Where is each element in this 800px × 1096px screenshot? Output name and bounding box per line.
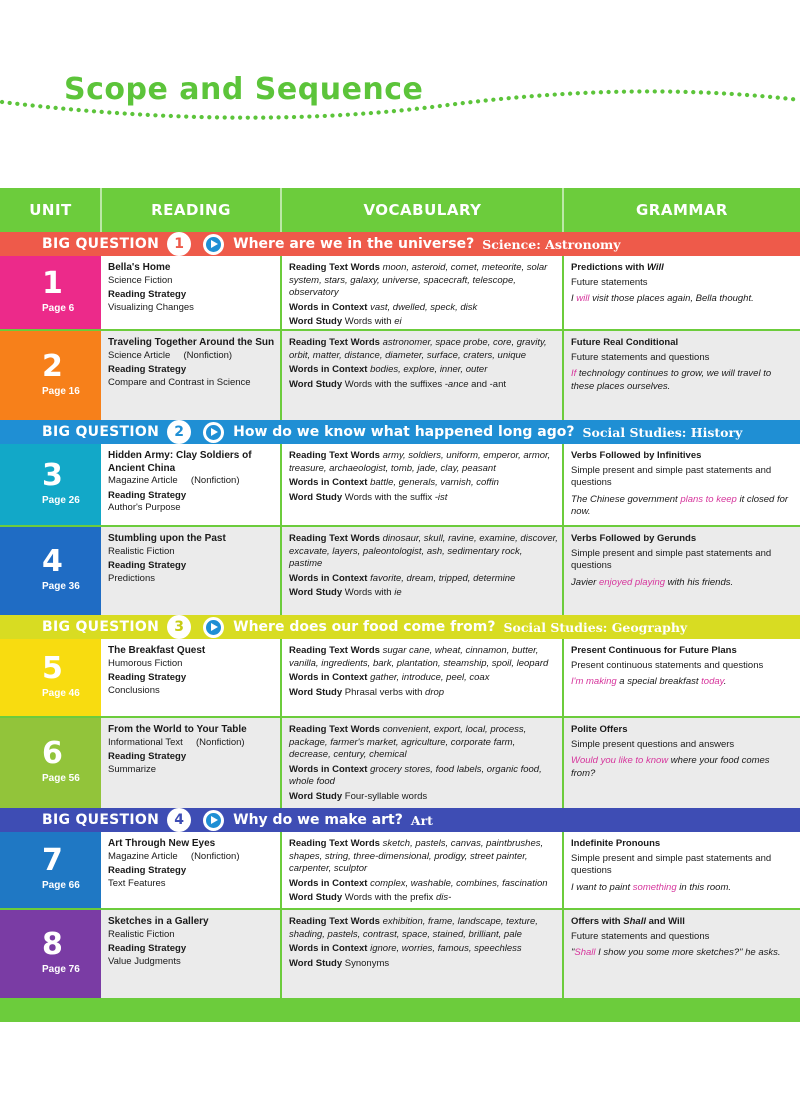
unit-row xyxy=(0,527,800,615)
unit-cell xyxy=(0,718,101,808)
grammar-example xyxy=(571,494,796,519)
reading-cell xyxy=(101,331,280,420)
unit-row xyxy=(0,832,800,908)
big-question-number: 2 xyxy=(167,420,191,444)
grammar-title xyxy=(571,838,796,851)
grammar-example-text: a special breakfast xyxy=(616,676,702,688)
grammar-title xyxy=(571,916,796,929)
words-in-context xyxy=(289,477,558,490)
word-study-label: Word Study xyxy=(289,378,343,390)
word-study xyxy=(289,687,558,700)
big-question-number: 1 xyxy=(167,232,191,256)
word-study-label: Word Study xyxy=(289,491,343,503)
reading-title: Bella's Home xyxy=(108,262,171,273)
grammar-example xyxy=(571,676,796,689)
reading-genre-line xyxy=(108,275,276,288)
play-icon[interactable] xyxy=(203,234,224,255)
unit-number: 2 xyxy=(42,349,63,384)
reading-text-words-label: Reading Text Words xyxy=(289,724,380,735)
reading-genre: Realistic Fiction xyxy=(108,928,175,940)
header-reading: READING xyxy=(151,201,231,219)
words-in-context-list: ignore, worries, famous, speechless xyxy=(370,943,522,955)
words-in-context-label: Words in Context xyxy=(289,943,368,955)
grammar-cell xyxy=(564,331,800,420)
grammar-example-text: . xyxy=(723,676,727,688)
vocabulary-cell xyxy=(282,527,562,615)
play-icon[interactable] xyxy=(203,810,224,831)
word-study-text: Words with the suffixes xyxy=(344,378,445,390)
vocabulary-cell xyxy=(282,832,562,908)
big-question-bar xyxy=(0,420,800,444)
unit-row xyxy=(0,256,800,329)
reading-strategy-label: Reading Strategy xyxy=(108,672,187,684)
reading-strategy: Visualizing Changes xyxy=(108,301,194,313)
reading-strategy: Summarize xyxy=(108,763,157,775)
word-study xyxy=(289,587,558,600)
reading-title: The Breakfast Quest xyxy=(108,645,206,656)
words-in-context xyxy=(289,302,558,315)
grammar-title-text: Present Continuous for Future Plans xyxy=(571,645,737,656)
words-in-context-label: Words in Context xyxy=(289,364,368,376)
grammar-title xyxy=(571,450,796,463)
reading-strategy: Author's Purpose xyxy=(108,502,181,514)
word-study-label: Word Study xyxy=(289,957,343,969)
words-in-context-list: grocery stores, food labels, organic food, whole food xyxy=(289,763,542,788)
reading-genre-note: (Nonfiction) xyxy=(190,850,240,862)
unit-page: Page 76 xyxy=(42,964,80,975)
reading-genre: Magazine Article xyxy=(108,850,178,862)
big-question-bar xyxy=(0,808,800,832)
grammar-description: Simple present and simple past statements and questions xyxy=(571,852,772,877)
grammar-title xyxy=(571,724,796,737)
reading-genre: Science Article xyxy=(108,349,171,361)
grammar-example-highlight: Would you like to know xyxy=(571,755,669,767)
vocabulary-cell xyxy=(282,444,562,525)
grammar-example xyxy=(571,882,796,895)
word-study-text: Words with xyxy=(344,587,395,599)
big-question-label: BIG QUESTION xyxy=(42,236,160,252)
reading-text-words-list: army, soldiers, uniform, emperor, armor, treasure, archaeologist, tomb, jade, clay, peasant xyxy=(289,450,551,474)
words-in-context-label: Words in Context xyxy=(289,477,368,489)
reading-text-words-label: Reading Text Words xyxy=(289,838,380,849)
unit-row xyxy=(0,718,800,808)
title-area xyxy=(0,0,800,150)
grammar-cell xyxy=(564,718,800,808)
grammar-description: Simple present questions and answers xyxy=(571,738,735,750)
reading-text-words xyxy=(289,645,558,670)
big-question-text: Why do we make art? xyxy=(233,812,403,828)
words-in-context-label: Words in Context xyxy=(289,672,368,684)
unit-row xyxy=(0,331,800,420)
grammar-example-text: in this room. xyxy=(676,881,732,893)
unit-number: 5 xyxy=(42,651,63,686)
grammar-example-text: with his friends. xyxy=(665,576,734,588)
grammar-description: Future statements xyxy=(571,276,648,288)
grammar-title-text: Offers with xyxy=(571,916,624,927)
reading-strategy-label: Reading Strategy xyxy=(108,289,187,301)
vocabulary-cell xyxy=(282,256,562,329)
unit-number: 8 xyxy=(42,927,63,962)
grammar-title-text: Verbs Followed by Infinitives xyxy=(571,450,702,461)
reading-cell xyxy=(101,639,280,716)
unit-page: Page 26 xyxy=(42,495,80,506)
word-study-text: Words with the prefix xyxy=(344,892,436,904)
vocabulary-cell xyxy=(282,910,562,998)
grammar-example-text: The Chinese government xyxy=(571,493,681,505)
reading-text-words-list: sketch, pastels, canvas, paintbrushes, shapes, string, three-dimensional, prodigy, street painter, carpenter, sculptor xyxy=(289,838,544,875)
words-in-context-label: Words in Context xyxy=(289,301,368,313)
grammar-example-text: I want to paint xyxy=(571,881,633,893)
grammar-example-text: I show you some more sketches?" he asks. xyxy=(595,947,781,959)
grammar-description: Simple present and simple past statements and questions xyxy=(571,547,772,572)
word-study-emphasis: -ist xyxy=(434,491,448,503)
reading-text-words-label: Reading Text Words xyxy=(289,533,380,544)
word-study xyxy=(289,316,558,329)
word-study xyxy=(289,791,558,804)
header-unit: UNIT xyxy=(29,201,72,219)
big-question-topic: Art xyxy=(410,812,433,828)
unit-row xyxy=(0,444,800,525)
grammar-cell xyxy=(564,639,800,716)
grammar-example xyxy=(571,577,796,590)
words-in-context xyxy=(289,364,558,377)
words-in-context xyxy=(289,943,558,956)
big-question-text: How do we know what happened long ago? xyxy=(233,424,575,440)
scope-table xyxy=(0,188,800,1022)
play-icon[interactable] xyxy=(203,422,224,443)
big-question-bar xyxy=(0,232,800,256)
grammar-example-highlight: Shall xyxy=(574,947,596,959)
word-study-emphasis: ie xyxy=(394,587,402,599)
big-question-label: BIG QUESTION xyxy=(42,619,160,635)
page-title: Scope and Sequence xyxy=(64,72,424,107)
reading-genre: Realistic Fiction xyxy=(108,545,175,557)
grammar-title-end: and Will xyxy=(645,916,685,927)
reading-text-words xyxy=(289,916,558,941)
unit-number: 7 xyxy=(42,843,63,878)
dotted-wave-decoration xyxy=(0,78,800,128)
reading-genre-note: (Nonfiction) xyxy=(196,736,245,748)
reading-text-words-list: convenient, export, local, process, package, farmer's market, agriculture, corporate farm, decrease, century, chemical xyxy=(289,724,527,761)
reading-title: From the World to Your Table xyxy=(108,724,247,735)
grammar-cell xyxy=(564,256,800,329)
reading-genre: Magazine Article xyxy=(108,475,178,487)
words-in-context-label: Words in Context xyxy=(289,763,368,775)
grammar-title xyxy=(571,533,796,546)
reading-text-words-label: Reading Text Words xyxy=(289,450,380,461)
grammar-title xyxy=(571,337,796,350)
grammar-example-text: Javier xyxy=(571,576,599,588)
reading-text-words-list: astronomer, space probe, core, gravity, orbit, matter, distance, diameter, surface, craters, unique xyxy=(289,337,547,361)
grammar-example xyxy=(571,947,796,960)
words-in-context-list: vast, dwelled, speck, disk xyxy=(370,301,478,313)
big-question-text: Where does our food come from? xyxy=(233,619,496,635)
reading-strategy-label: Reading Strategy xyxy=(108,865,187,877)
grammar-example-text: where your food comes from? xyxy=(571,755,770,779)
unit-page: Page 46 xyxy=(42,688,80,699)
reading-title: Hidden Army: Clay Soldiers of Ancient China xyxy=(108,450,252,474)
reading-text-words xyxy=(289,262,558,300)
word-study-label: Word Study xyxy=(289,316,343,328)
reading-genre-line xyxy=(108,350,276,363)
reading-text-words-label: Reading Text Words xyxy=(289,645,380,656)
reading-strategy: Compare and Contrast in Science xyxy=(108,376,251,388)
reading-genre-line xyxy=(108,658,276,671)
reading-strategy: Text Features xyxy=(108,877,166,889)
unit-cell xyxy=(0,256,101,329)
unit-row xyxy=(0,910,800,998)
word-study-emphasis: dis- xyxy=(435,892,452,904)
reading-text-words xyxy=(289,838,558,876)
reading-strategy: Value Judgments xyxy=(108,955,181,967)
reading-text-words xyxy=(289,724,558,762)
grammar-example xyxy=(571,293,796,306)
reading-cell xyxy=(101,832,280,908)
grammar-description: Present continuous statements and questions xyxy=(571,659,764,671)
word-study xyxy=(289,958,558,971)
word-study xyxy=(289,892,558,905)
word-study-text-end: and -ant xyxy=(468,378,507,390)
reading-text-words-list: exhibition, frame, landscape, texture, shading, pastels, contrast, space, stained, brilliant, pale xyxy=(289,916,538,940)
word-study xyxy=(289,379,558,392)
reading-genre: Humorous Fiction xyxy=(108,657,183,669)
unit-number: 3 xyxy=(42,458,63,493)
big-question-label: BIG QUESTION xyxy=(42,424,160,440)
grammar-title-text: Verbs Followed by Gerunds xyxy=(571,533,697,544)
header-vocabulary: VOCABULARY xyxy=(363,201,482,219)
grammar-example-text: I xyxy=(571,293,577,305)
word-study-label: Word Study xyxy=(289,892,343,904)
unit-page: Page 16 xyxy=(42,386,80,397)
big-question-topic: Science: Astronomy xyxy=(482,236,621,252)
unit-number: 6 xyxy=(42,736,63,771)
play-icon[interactable] xyxy=(203,617,224,638)
words-in-context-label: Words in Context xyxy=(289,877,368,889)
words-in-context-list: battle, generals, varnish, coffin xyxy=(370,477,499,489)
big-question-label: BIG QUESTION xyxy=(42,812,160,828)
vocabulary-cell xyxy=(282,331,562,420)
unit-cell xyxy=(0,910,101,998)
reading-text-words xyxy=(289,337,558,362)
reading-genre: Science Fiction xyxy=(108,274,173,286)
grammar-example-highlight: plans to keep xyxy=(680,493,737,505)
vocabulary-cell xyxy=(282,718,562,808)
grammar-title-text: Indefinite Pronouns xyxy=(571,838,661,849)
grammar-cell xyxy=(564,527,800,615)
reading-cell xyxy=(101,910,280,998)
words-in-context-list: complex, washable, combines, fascination xyxy=(370,877,548,889)
reading-genre-note: (Nonfiction) xyxy=(183,349,233,361)
word-study-emphasis: ei xyxy=(394,316,402,328)
grammar-example xyxy=(571,755,796,780)
word-study-text: Words with the suffix xyxy=(344,491,435,503)
big-question-bar xyxy=(0,615,800,639)
unit-row xyxy=(0,639,800,716)
word-study-label: Word Study xyxy=(289,587,343,599)
unit-page: Page 36 xyxy=(42,581,80,592)
reading-strategy-label: Reading Strategy xyxy=(108,364,187,376)
words-in-context-list: favorite, dream, tripped, determine xyxy=(370,572,516,584)
reading-genre-line xyxy=(108,475,276,488)
word-study-label: Word Study xyxy=(289,686,343,698)
reading-cell xyxy=(101,718,280,808)
reading-text-words xyxy=(289,533,558,571)
grammar-description: Simple present and simple past statements and questions xyxy=(571,464,772,489)
reading-genre-line xyxy=(108,737,276,750)
reading-strategy-label: Reading Strategy xyxy=(108,489,187,501)
word-study xyxy=(289,492,558,505)
header-grammar: GRAMMAR xyxy=(636,201,728,219)
reading-cell xyxy=(101,444,280,525)
grammar-title xyxy=(571,262,796,275)
grammar-example-highlight: enjoyed playing xyxy=(598,576,666,588)
big-question-text: Where are we in the universe? xyxy=(233,236,475,252)
grammar-title xyxy=(571,645,796,658)
word-study-label: Word Study xyxy=(289,790,343,802)
unit-number: 4 xyxy=(42,544,63,579)
unit-page: Page 6 xyxy=(42,303,75,314)
reading-text-words-list: moon, asteroid, comet, meteorite, solar system, stars, galaxy, universe, spacecraft, telescope, observatory xyxy=(289,262,548,299)
reading-text-words-list: dinosaur, skull, ravine, examine, discover, excavate, layers, paleontologist, ash, sedimentary rock, pastime xyxy=(289,533,558,570)
reading-title: Sketches in a Gallery xyxy=(108,916,209,927)
big-question-number: 3 xyxy=(167,615,191,639)
grammar-title-text: Predictions with xyxy=(571,262,648,273)
grammar-example xyxy=(571,368,796,393)
grammar-example-text: " xyxy=(571,947,575,959)
unit-cell xyxy=(0,527,101,615)
reading-text-words-label: Reading Text Words xyxy=(289,916,380,927)
reading-title: Stumbling upon the Past xyxy=(108,533,226,544)
words-in-context xyxy=(289,878,558,891)
grammar-title-text: Future Real Conditional xyxy=(571,337,679,348)
word-study-emphasis: -ance xyxy=(444,378,469,390)
grammar-example-text: visit those places again, Bella thought. xyxy=(589,293,754,305)
reading-strategy-label: Reading Strategy xyxy=(108,560,187,572)
unit-number: 1 xyxy=(42,266,63,301)
unit-cell xyxy=(0,832,101,908)
reading-genre-line xyxy=(108,851,276,864)
grammar-example-highlight: I'm making xyxy=(571,676,617,688)
reading-text-words-label: Reading Text Words xyxy=(289,337,380,348)
words-in-context-list: gather, introduce, peel, coax xyxy=(370,672,490,684)
reading-genre-line xyxy=(108,546,276,559)
grammar-description: Future statements and questions xyxy=(571,351,710,363)
grammar-example-highlight: something xyxy=(632,881,677,893)
words-in-context xyxy=(289,573,558,586)
reading-genre-line xyxy=(108,929,276,942)
word-study-emphasis: drop xyxy=(425,686,445,698)
words-in-context-label: Words in Context xyxy=(289,572,368,584)
grammar-example-highlight: If xyxy=(571,368,577,380)
vocabulary-cell xyxy=(282,639,562,716)
grammar-example-text: technology continues to grow, we will travel to these places ourselves. xyxy=(571,368,772,392)
words-in-context-list: bodies, explore, inner, outer xyxy=(370,364,488,376)
reading-genre-note: (Nonfiction) xyxy=(190,475,240,487)
reading-cell xyxy=(101,527,280,615)
unit-cell xyxy=(0,639,101,716)
unit-cell xyxy=(0,331,101,420)
grammar-title-text: Polite Offers xyxy=(571,724,628,735)
word-study-text: Words with xyxy=(344,316,395,328)
reading-title: Art Through New Eyes xyxy=(108,838,216,849)
reading-strategy-label: Reading Strategy xyxy=(108,943,187,955)
word-study-text: Phrasal verbs with xyxy=(344,686,426,698)
grammar-example-text: it closed for now. xyxy=(571,493,789,518)
grammar-example-highlight: today xyxy=(701,676,724,688)
reading-title: Traveling Together Around the Sun xyxy=(108,337,275,348)
words-in-context xyxy=(289,672,558,685)
reading-strategy-label: Reading Strategy xyxy=(108,751,187,763)
grammar-example-highlight: will xyxy=(576,293,590,305)
big-question-topic: Social Studies: History xyxy=(582,424,743,440)
grammar-cell xyxy=(564,832,800,908)
word-study-text: Synonyms xyxy=(344,957,390,969)
grammar-cell xyxy=(564,910,800,998)
grammar-title-emphasis: Shall xyxy=(623,916,646,927)
grammar-cell xyxy=(564,444,800,525)
word-study-text: Four-syllable words xyxy=(344,790,428,802)
reading-text-words xyxy=(289,450,558,475)
grammar-description: Future statements and questions xyxy=(571,930,710,942)
big-question-topic: Social Studies: Geography xyxy=(503,619,688,635)
reading-strategy: Conclusions xyxy=(108,684,160,696)
reading-text-words-label: Reading Text Words xyxy=(289,262,380,273)
reading-strategy: Predictions xyxy=(108,572,155,584)
big-question-number: 4 xyxy=(167,808,191,832)
reading-text-words-list: sugar cane, wheat, cinnamon, butter, vanilla, ingredients, bark, plantation, steamship, spoil, leopard xyxy=(289,645,549,669)
reading-genre: Informational Text xyxy=(108,736,183,748)
reading-cell xyxy=(101,256,280,329)
unit-page: Page 66 xyxy=(42,880,80,891)
unit-page: Page 56 xyxy=(42,773,80,784)
grammar-title-emphasis: Will xyxy=(647,262,664,273)
unit-cell xyxy=(0,444,101,525)
words-in-context xyxy=(289,764,558,789)
